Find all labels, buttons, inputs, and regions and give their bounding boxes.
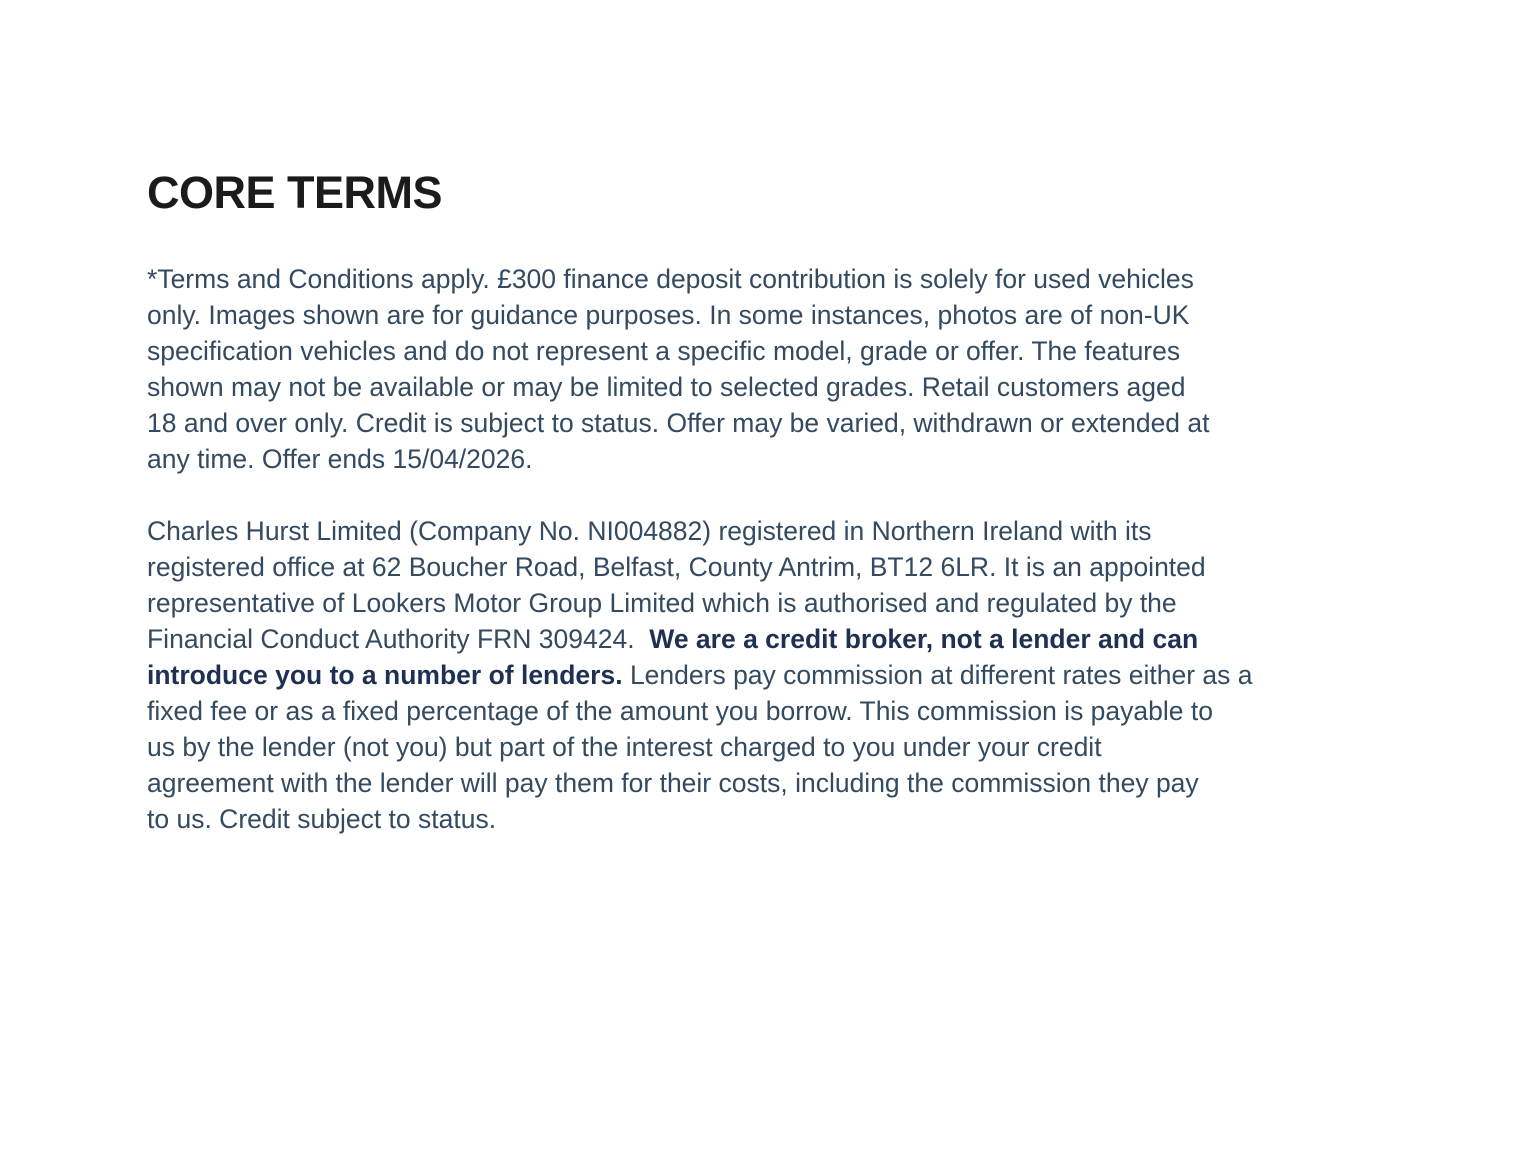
text-line	[147, 729, 1436, 765]
text-line	[147, 765, 1436, 801]
terms-paragraph-conditions	[147, 261, 1436, 477]
text-line	[147, 333, 1436, 369]
text-line	[147, 585, 1436, 621]
page-title: CORE TERMS	[147, 167, 443, 218]
text-segment: us by the lender (not you) but part of the interest charged to you under your credit	[147, 732, 1102, 762]
text-segment: Financial Conduct Authority FRN 309424.	[147, 624, 650, 654]
text-segment: agreement with the lender will pay them for their costs, including the commission they pay	[147, 768, 1199, 798]
text-segment: Charles Hurst Limited (Company No. NI004882) registered in Northern Ireland with its	[147, 516, 1152, 546]
text-segment: registered office at 62 Boucher Road, Belfast, County Antrim, BT12 6LR. It is an appointed	[147, 552, 1206, 582]
text-line	[147, 657, 1436, 693]
text-line	[147, 693, 1436, 729]
text-segment: any time. Offer ends 15/04/2026.	[147, 444, 533, 474]
text-segment: specification vehicles and do not represent a specific model, grade or offer. The features	[147, 336, 1181, 366]
text-line	[147, 369, 1436, 405]
text-line	[147, 513, 1436, 549]
text-segment: 18 and over only. Credit is subject to status. Offer may be varied, withdrawn or extended at	[147, 408, 1210, 438]
text-segment: fixed fee or as a fixed percentage of the amount you borrow. This commission is payable to	[147, 696, 1213, 726]
text-line	[147, 261, 1436, 297]
text-line	[147, 801, 1436, 837]
bold-text-segment: We are a credit broker, not a lender and can	[649, 624, 1199, 654]
text-line	[147, 441, 1436, 477]
text-segment: shown may not be available or may be limited to selected grades. Retail customers aged	[147, 372, 1186, 402]
text-line	[147, 549, 1436, 585]
text-line	[147, 405, 1436, 441]
text-segment: to us. Credit subject to status.	[147, 804, 497, 834]
terms-paragraph-company	[147, 513, 1436, 837]
text-segment: only. Images shown are for guidance purposes. In some instances, photos are of non-UK	[147, 300, 1190, 330]
text-segment: *Terms and Conditions apply. £300 finance deposit contribution is solely for used vehicles	[147, 264, 1194, 294]
text-line	[147, 621, 1436, 657]
bold-text-segment: introduce you to a number of lenders.	[147, 660, 623, 690]
text-segment: Lenders pay commission at different rates either as a	[622, 660, 1253, 690]
text-line	[147, 297, 1436, 333]
text-segment: representative of Lookers Motor Group Limited which is authorised and regulated by the	[147, 588, 1177, 618]
